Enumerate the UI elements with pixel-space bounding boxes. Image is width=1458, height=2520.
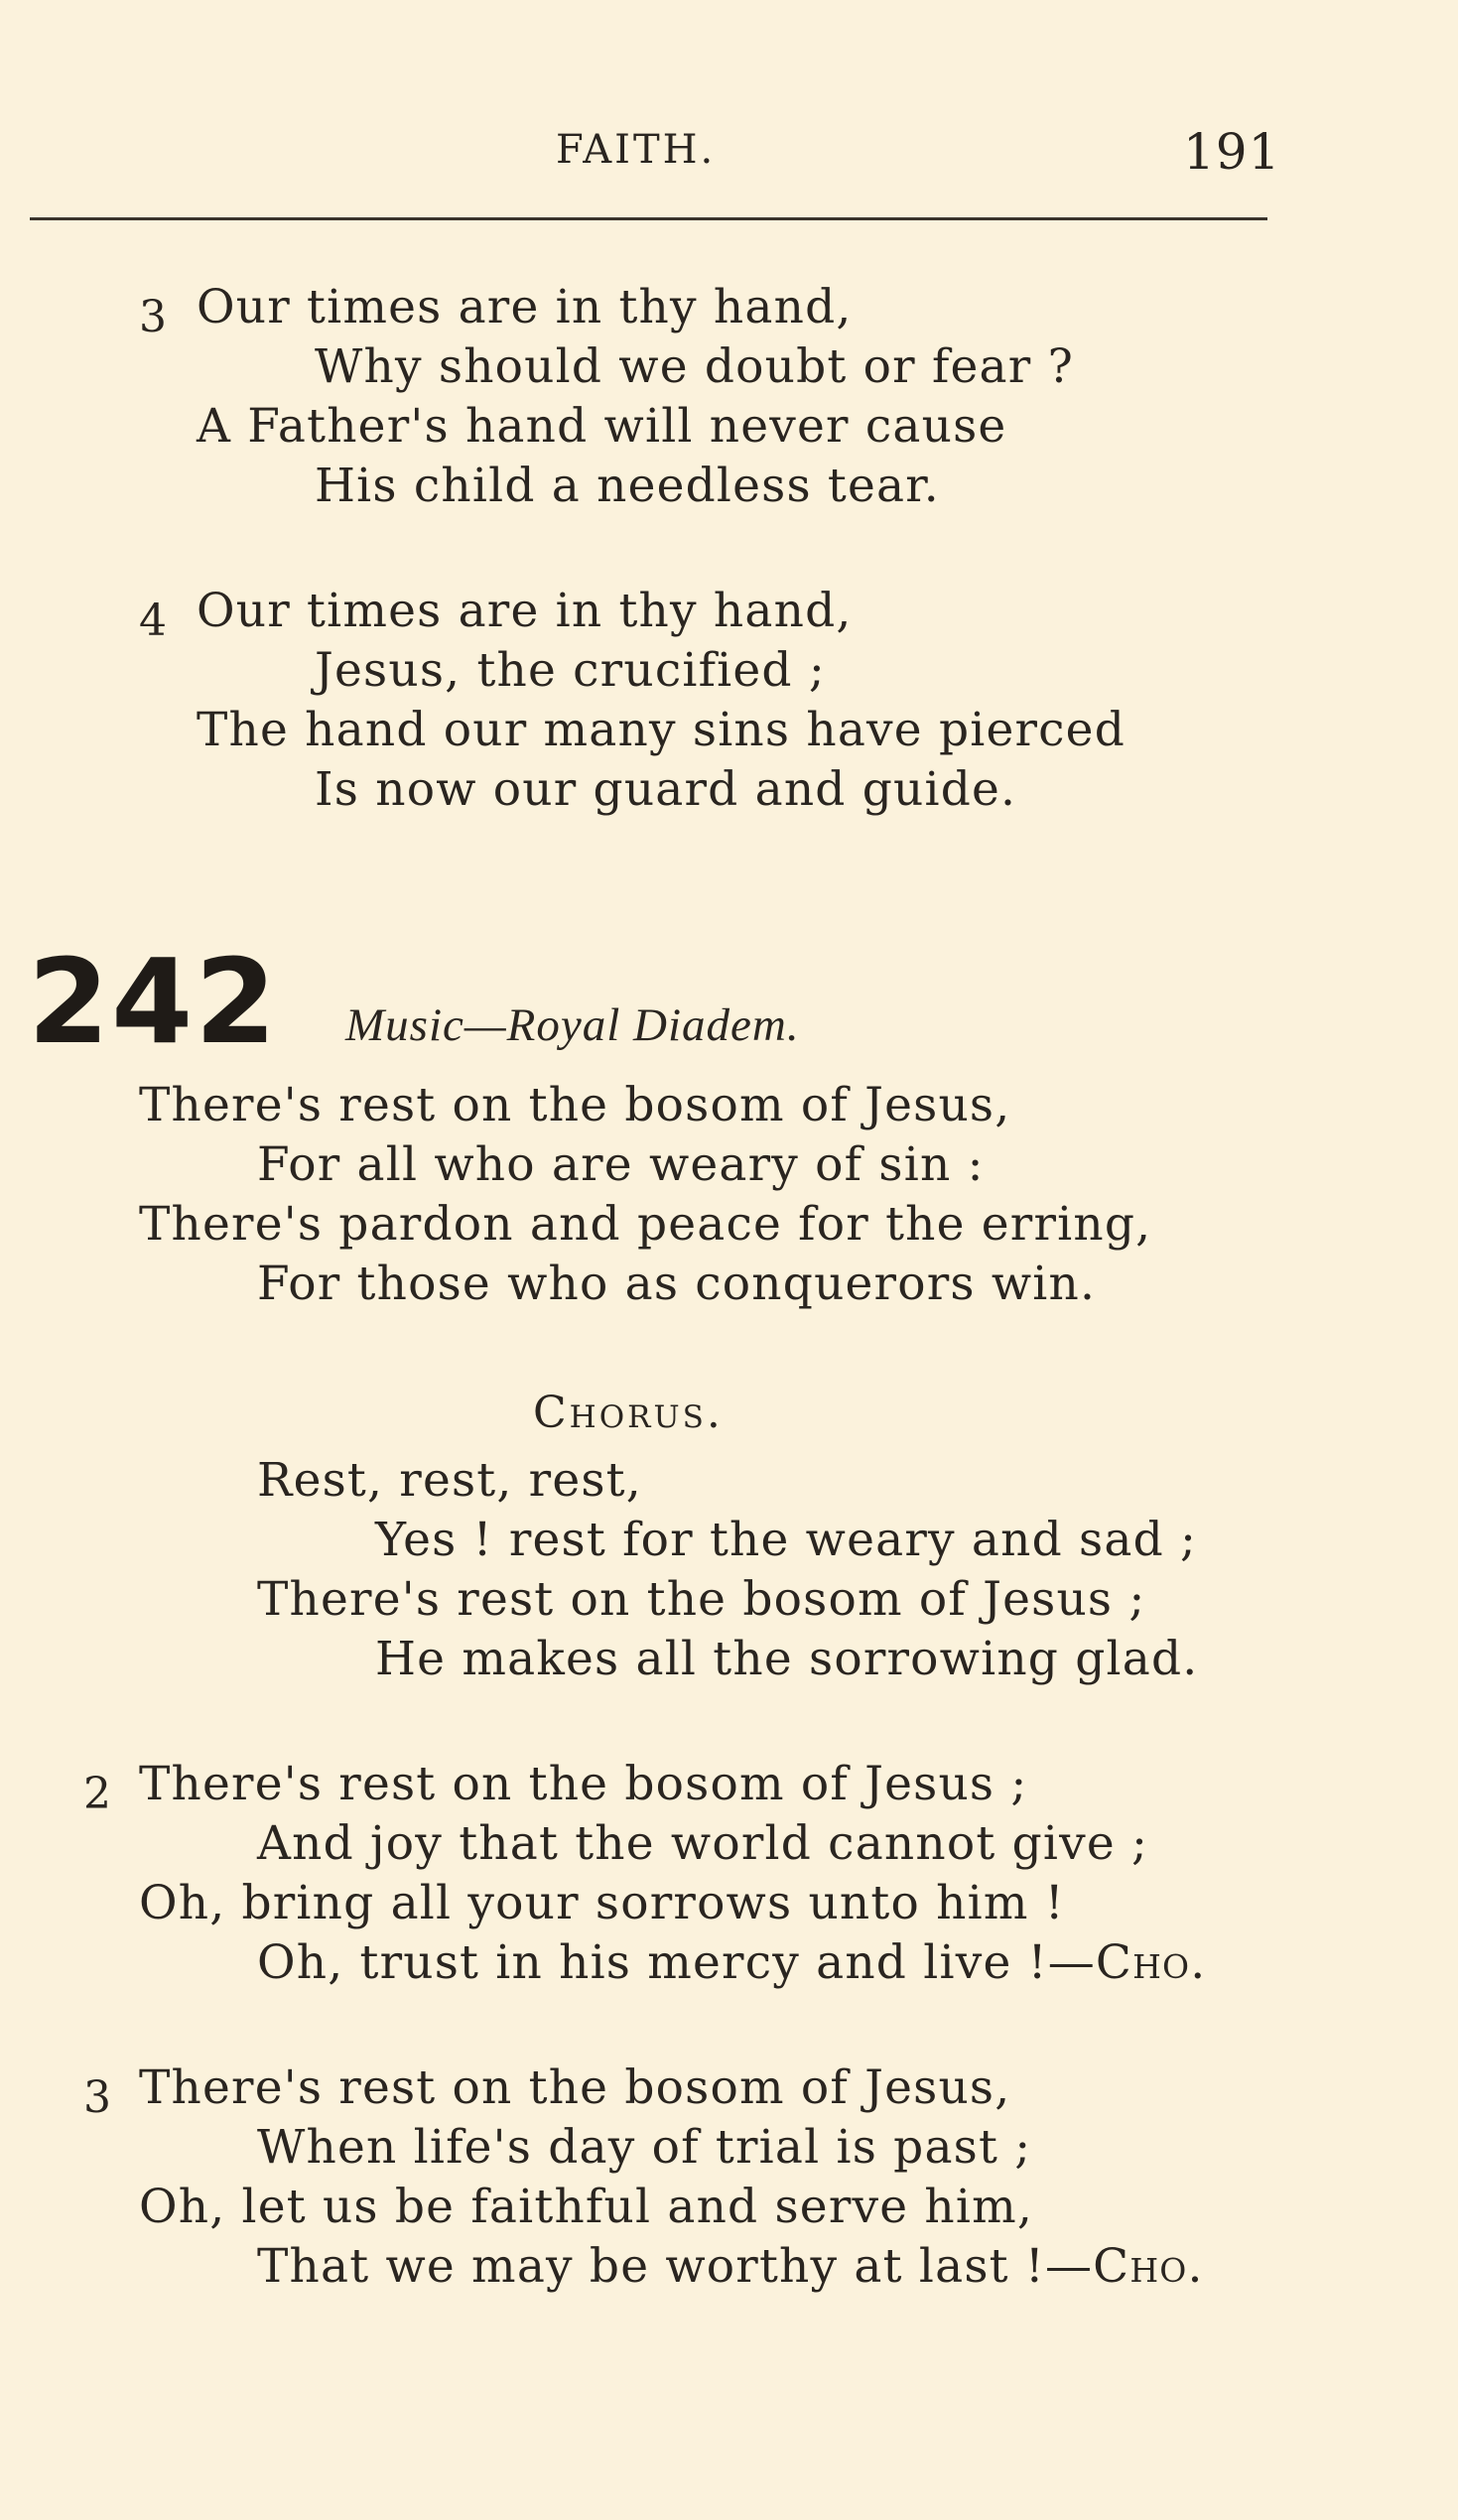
verse-line: For those who as conquerors win. — [257, 1257, 1097, 1311]
header-rule — [30, 217, 1267, 220]
verse-line-text: That we may be worthy at last !— — [257, 2239, 1094, 2294]
verse-line: His child a needless tear. — [315, 459, 940, 513]
verse-line: Jesus, the crucified ; — [315, 643, 826, 698]
verse-line: Our times are in thy hand, — [197, 584, 853, 638]
verse-number: 2 — [83, 1769, 111, 1819]
page-number: 191 — [1183, 123, 1281, 181]
verse-line: Our times are in thy hand, — [197, 280, 853, 334]
verse-line: There's rest on the bosom of Jesus, — [139, 1078, 1011, 1132]
verse-line: And joy that the world cannot give ; — [257, 1816, 1149, 1871]
chorus-line: He makes all the sorrowing glad. — [375, 1632, 1199, 1686]
verse-line — [257, 1935, 1207, 1990]
running-head — [0, 123, 1458, 187]
chorus-line: Yes ! rest for the weary and sad ; — [375, 1513, 1198, 1567]
chorus-heading: Chorus. — [533, 1388, 724, 1438]
chorus-line: Rest, rest, rest, — [257, 1453, 642, 1508]
section-title: FAITH. — [556, 127, 717, 173]
verse-line: Oh, let us be faithful and serve him, — [139, 2180, 1034, 2234]
verse-number: 3 — [139, 292, 167, 342]
hymn-number: 242 — [28, 933, 279, 1070]
verse-number: 3 — [83, 2072, 111, 2123]
verse-number: 4 — [139, 596, 167, 646]
verse-line: When life's day of trial is past ; — [257, 2120, 1032, 2175]
verse-line: Why should we doubt or fear ? — [315, 339, 1074, 394]
verse-line: There's rest on the bosom of Jesus, — [139, 2060, 1011, 2115]
verse-line — [257, 2239, 1204, 2294]
verse-line: For all who are weary of sin : — [257, 1137, 985, 1192]
tune-name: Music—Royal Diadem. — [345, 999, 800, 1051]
verse-line: Is now our guard and guide. — [315, 762, 1017, 817]
verse-line: The hand our many sins have pierced — [197, 703, 1126, 757]
verse-line: There's rest on the bosom of Jesus ; — [139, 1757, 1028, 1811]
verse-line-text: Oh, trust in his mercy and live !— — [257, 1935, 1096, 1990]
verse-line: There's pardon and peace for the erring, — [139, 1197, 1152, 1252]
chorus-cue: Cho. — [1093, 2239, 1204, 2294]
verse-line: Oh, bring all your sorrows unto him ! — [139, 1876, 1065, 1930]
verse-line: A Father's hand will never cause — [197, 399, 1007, 454]
chorus-line: There's rest on the bosom of Jesus ; — [257, 1572, 1146, 1627]
chorus-cue: Cho. — [1095, 1935, 1207, 1990]
